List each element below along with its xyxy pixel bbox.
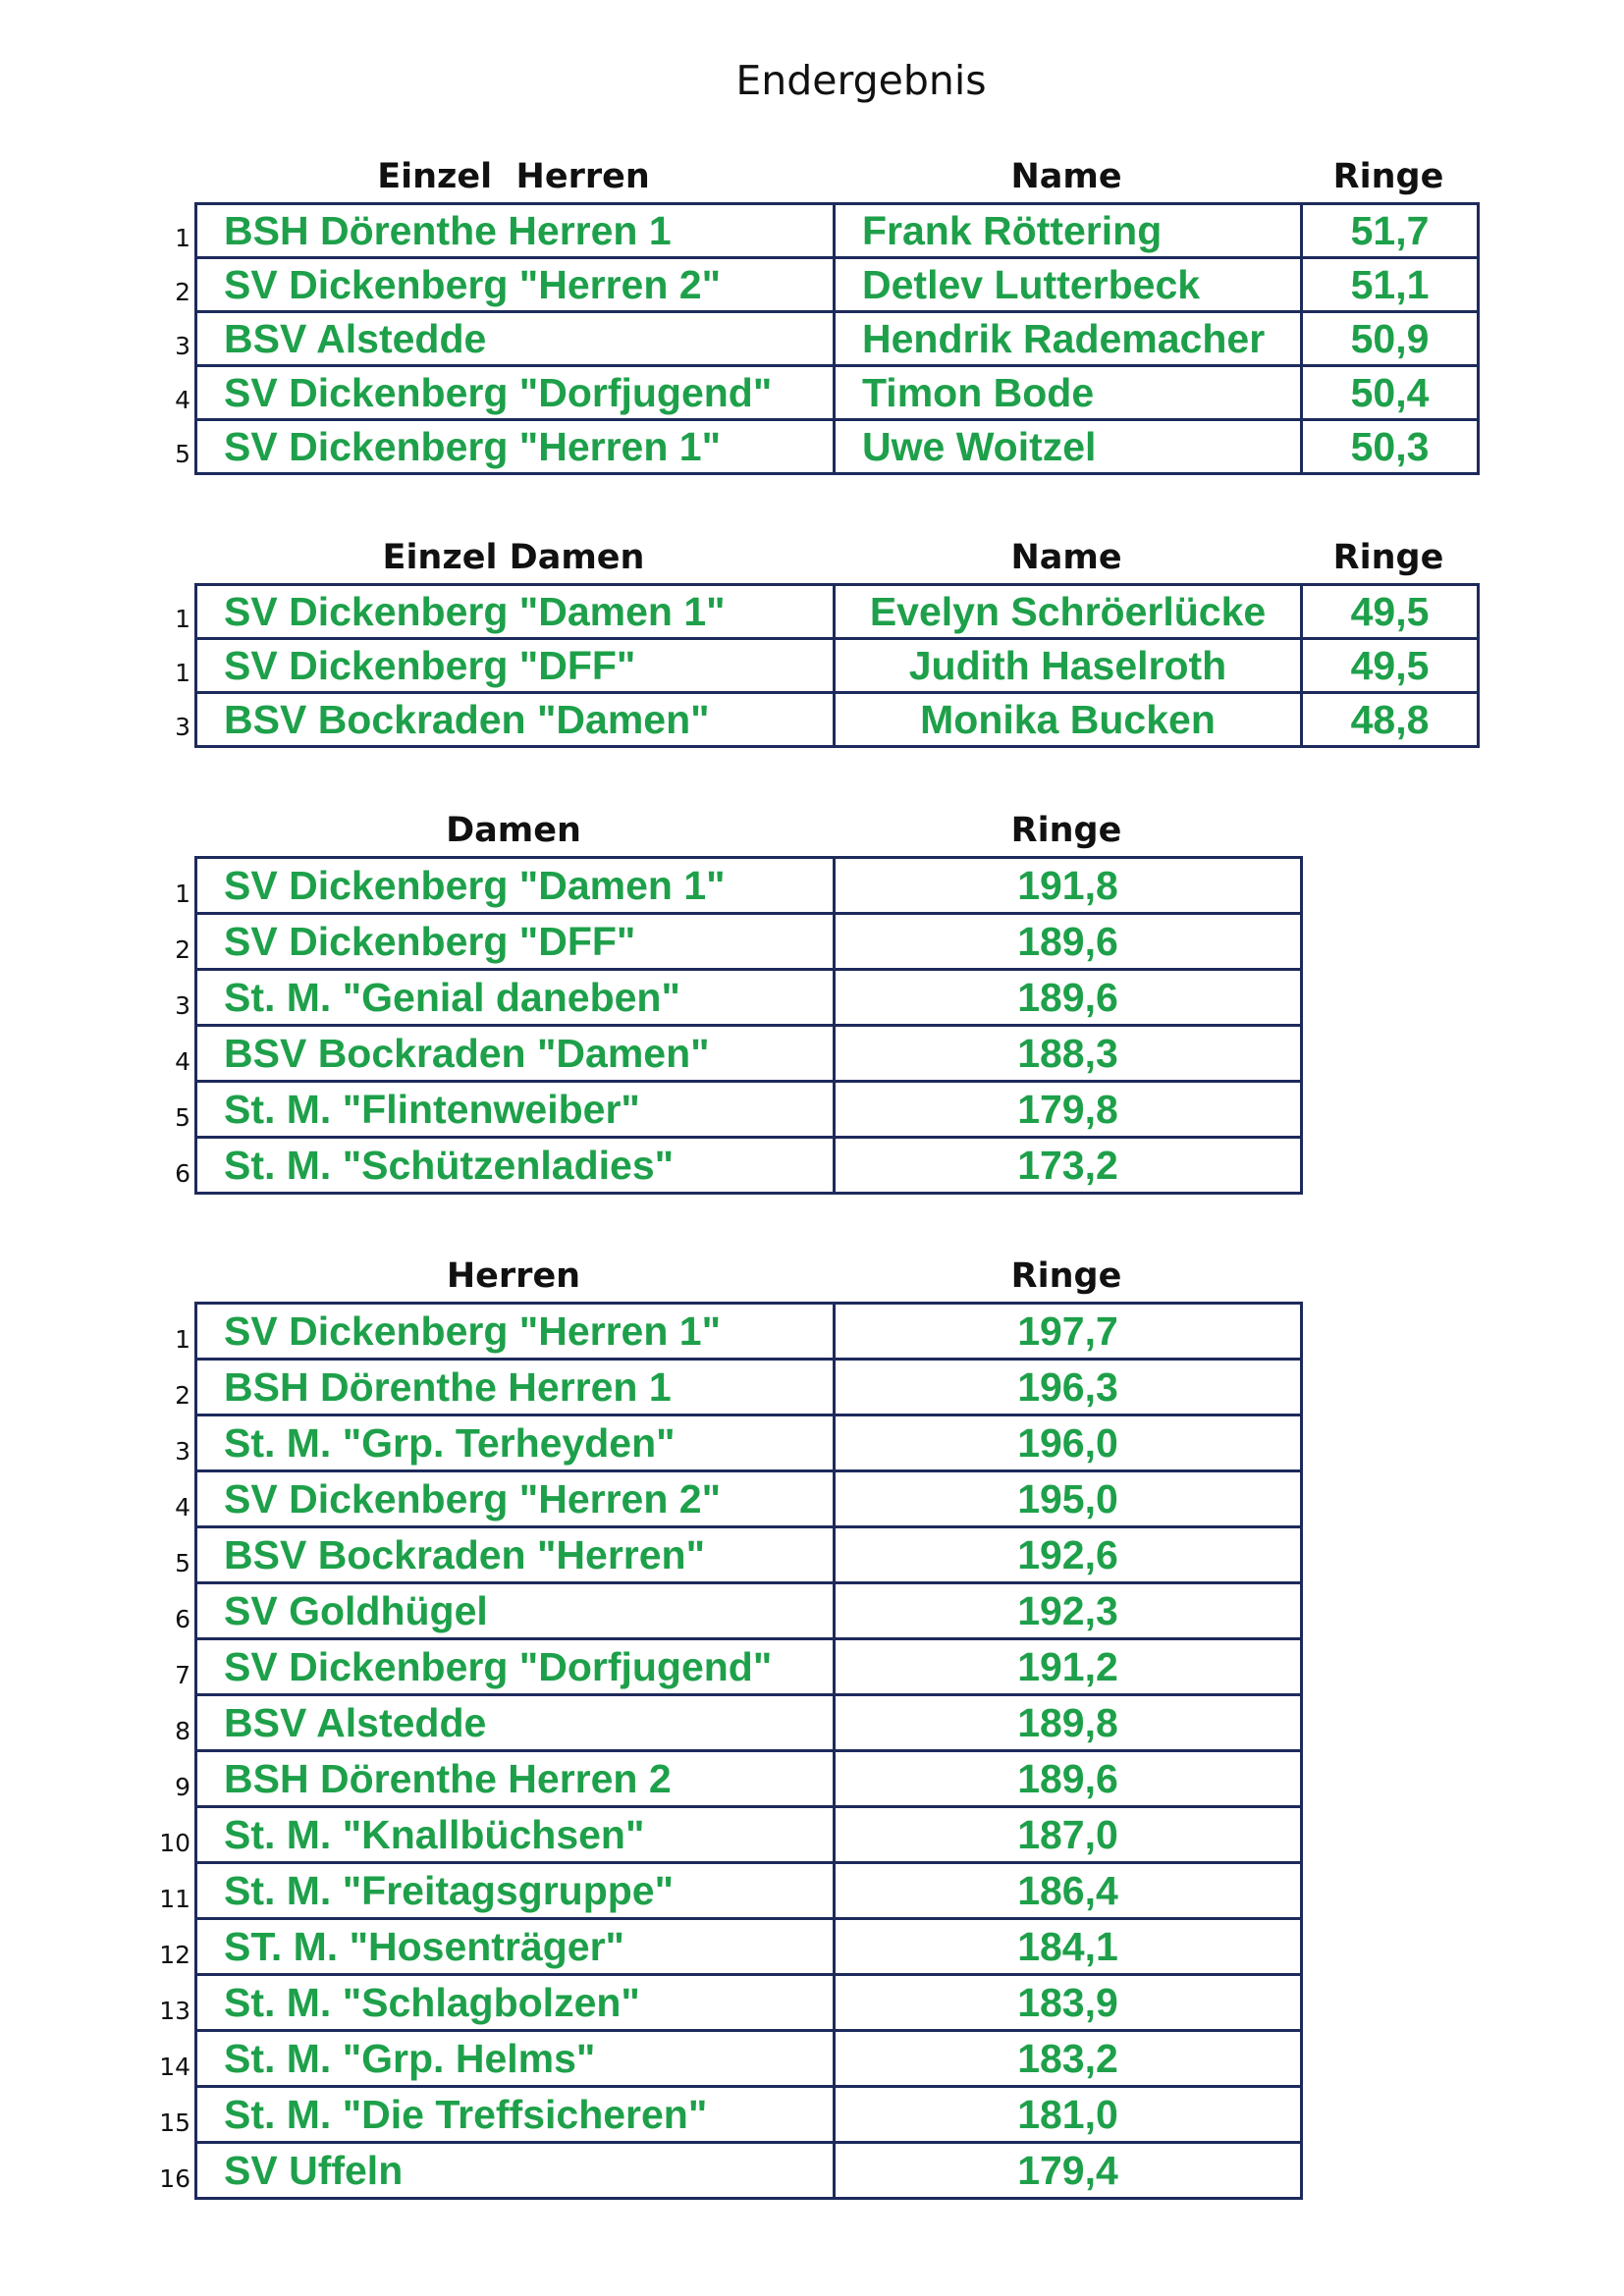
team-cell: SV Dickenberg "Herren 1" <box>196 420 835 474</box>
rank-number: 6 <box>175 1159 190 1188</box>
rank-number: 1 <box>175 659 190 687</box>
ringe-cell: 196,0 <box>835 1415 1302 1471</box>
team-cell: SV Uffeln <box>196 2143 835 2199</box>
herren-team-header: Herren <box>446 1256 581 1296</box>
rank-number: 1 <box>175 224 190 252</box>
table-row <box>196 585 1479 639</box>
team-cell: BSV Bockraden "Herren" <box>196 1527 835 1583</box>
table-row <box>196 1527 1302 1583</box>
einzel-damen-name-header: Name <box>1010 538 1122 577</box>
rank-number: 8 <box>175 1717 190 1745</box>
ringe-cell: 183,2 <box>835 2031 1302 2087</box>
damen-team-header: Damen <box>446 811 581 850</box>
ringe-cell: 195,0 <box>835 1471 1302 1527</box>
team-cell: SV Dickenberg "Dorfjugend" <box>196 1639 835 1695</box>
rank-number: 11 <box>159 1885 190 1913</box>
rank-number: 2 <box>175 1381 190 1410</box>
rank-number: 3 <box>175 991 190 1020</box>
page-title: Endergebnis <box>735 57 987 104</box>
table-row <box>196 420 1479 474</box>
team-cell: St. M. "Genial daneben" <box>196 970 835 1026</box>
table-row <box>196 1082 1302 1138</box>
table-row <box>196 1975 1302 2031</box>
rank-number: 2 <box>175 278 190 306</box>
name-cell: Judith Haselroth <box>835 639 1302 693</box>
table-row <box>196 2031 1302 2087</box>
name-cell: Evelyn Schröerlücke <box>835 585 1302 639</box>
team-cell: St. M. "Knallbüchsen" <box>196 1807 835 1863</box>
rank-number: 9 <box>175 1773 190 1801</box>
rank-number: 15 <box>159 2109 190 2137</box>
ringe-cell: 192,6 <box>835 1527 1302 1583</box>
ringe-cell: 49,5 <box>1302 585 1479 639</box>
ringe-cell: 192,3 <box>835 1583 1302 1639</box>
ringe-cell: 189,6 <box>835 914 1302 970</box>
ringe-cell: 51,1 <box>1302 258 1479 312</box>
name-cell: Hendrik Rademacher <box>835 312 1302 366</box>
table-row <box>196 1138 1302 1194</box>
team-cell: St. M. "Flintenweiber" <box>196 1082 835 1138</box>
ringe-cell: 187,0 <box>835 1807 1302 1863</box>
damen-ringe-header: Ringe <box>1010 811 1122 850</box>
team-cell: SV Dickenberg "Dorfjugend" <box>196 366 835 420</box>
team-cell: St. M. "Schlagbolzen" <box>196 1975 835 2031</box>
herren-ringe-header: Ringe <box>1010 1256 1122 1296</box>
table-row <box>196 639 1479 693</box>
rank-number: 7 <box>175 1661 190 1689</box>
einzel-damen-ringe-header: Ringe <box>1332 538 1444 577</box>
table-row <box>196 1304 1302 1360</box>
team-cell: St. M. "Schützenladies" <box>196 1138 835 1194</box>
team-cell: SV Goldhügel <box>196 1583 835 1639</box>
table-row <box>196 2087 1302 2143</box>
table-row <box>196 858 1302 914</box>
rank-number: 13 <box>159 1997 190 2025</box>
ringe-cell: 196,3 <box>835 1360 1302 1415</box>
team-cell: BSH Dörenthe Herren 1 <box>196 1360 835 1415</box>
rank-number: 1 <box>175 880 190 908</box>
ringe-cell: 183,9 <box>835 1975 1302 2031</box>
ringe-cell: 197,7 <box>835 1304 1302 1360</box>
rank-number: 5 <box>175 440 190 468</box>
rank-number: 6 <box>175 1605 190 1633</box>
team-cell: SV Dickenberg "Damen 1" <box>196 585 835 639</box>
name-cell: Timon Bode <box>835 366 1302 420</box>
rank-number: 3 <box>175 1437 190 1466</box>
team-cell: BSV Bockraden "Damen" <box>196 1026 835 1082</box>
table-row <box>196 1471 1302 1527</box>
table-row <box>196 1360 1302 1415</box>
rank-number: 14 <box>159 2053 190 2081</box>
name-cell: Monika Bucken <box>835 693 1302 747</box>
table-row <box>196 1026 1302 1082</box>
rank-number: 1 <box>175 605 190 633</box>
team-cell: St. M. "Grp. Helms" <box>196 2031 835 2087</box>
table-row <box>196 258 1479 312</box>
ringe-cell: 189,8 <box>835 1695 1302 1751</box>
table-row <box>196 1695 1302 1751</box>
einzel-herren-table <box>194 202 1480 475</box>
ringe-cell: 191,8 <box>835 858 1302 914</box>
rank-number: 16 <box>159 2164 190 2193</box>
rank-number: 1 <box>175 1325 190 1354</box>
rank-number: 4 <box>175 1493 190 1522</box>
ringe-cell: 179,4 <box>835 2143 1302 2199</box>
einzel-herren-ringe-header: Ringe <box>1332 157 1444 196</box>
rank-number: 4 <box>175 1047 190 1076</box>
team-cell: St. M. "Freitagsgruppe" <box>196 1863 835 1919</box>
table-row <box>196 970 1302 1026</box>
rank-number: 10 <box>159 1829 190 1857</box>
team-cell: SV Dickenberg "Herren 2" <box>196 1471 835 1527</box>
name-cell: Uwe Woitzel <box>835 420 1302 474</box>
ringe-cell: 184,1 <box>835 1919 1302 1975</box>
ringe-cell: 50,4 <box>1302 366 1479 420</box>
team-cell: BSV Alstedde <box>196 312 835 366</box>
table-row <box>196 312 1479 366</box>
table-row <box>196 1751 1302 1807</box>
table-row <box>196 366 1479 420</box>
rank-number: 12 <box>159 1941 190 1969</box>
rank-number: 5 <box>175 1103 190 1132</box>
team-cell: BSH Dörenthe Herren 2 <box>196 1751 835 1807</box>
table-row <box>196 1807 1302 1863</box>
team-cell: SV Dickenberg "Herren 2" <box>196 258 835 312</box>
team-cell: ST. M. "Hosenträger" <box>196 1919 835 1975</box>
ringe-cell: 191,2 <box>835 1639 1302 1695</box>
ringe-cell: 181,0 <box>835 2087 1302 2143</box>
ringe-cell: 50,3 <box>1302 420 1479 474</box>
herren-table <box>194 1302 1303 2200</box>
rank-number: 5 <box>175 1549 190 1577</box>
ringe-cell: 188,3 <box>835 1026 1302 1082</box>
team-cell: BSV Bockraden "Damen" <box>196 693 835 747</box>
team-cell: SV Dickenberg "Herren 1" <box>196 1304 835 1360</box>
team-cell: BSH Dörenthe Herren 1 <box>196 204 835 258</box>
table-row <box>196 1863 1302 1919</box>
ringe-cell: 189,6 <box>835 970 1302 1026</box>
table-row <box>196 204 1479 258</box>
einzel-damen-team-header: Einzel Damen <box>382 538 645 577</box>
ringe-cell: 173,2 <box>835 1138 1302 1194</box>
team-cell: SV Dickenberg "DFF" <box>196 914 835 970</box>
table-row <box>196 1639 1302 1695</box>
ringe-cell: 189,6 <box>835 1751 1302 1807</box>
name-cell: Frank Röttering <box>835 204 1302 258</box>
team-cell: St. M. "Grp. Terheyden" <box>196 1415 835 1471</box>
ringe-cell: 51,7 <box>1302 204 1479 258</box>
rank-number: 3 <box>175 713 190 741</box>
team-cell: BSV Alstedde <box>196 1695 835 1751</box>
table-row <box>196 1415 1302 1471</box>
ringe-cell: 48,8 <box>1302 693 1479 747</box>
team-cell: SV Dickenberg "Damen 1" <box>196 858 835 914</box>
team-cell: St. M. "Die Treffsicheren" <box>196 2087 835 2143</box>
rank-number: 4 <box>175 386 190 414</box>
table-row <box>196 1919 1302 1975</box>
team-cell: SV Dickenberg "DFF" <box>196 639 835 693</box>
ringe-cell: 186,4 <box>835 1863 1302 1919</box>
table-row <box>196 693 1479 747</box>
table-row <box>196 1583 1302 1639</box>
table-row <box>196 2143 1302 2199</box>
damen-table <box>194 856 1303 1195</box>
name-cell: Detlev Lutterbeck <box>835 258 1302 312</box>
rank-number: 3 <box>175 332 190 360</box>
rank-number: 2 <box>175 935 190 964</box>
einzel-damen-table <box>194 583 1480 748</box>
ringe-cell: 49,5 <box>1302 639 1479 693</box>
einzel-herren-name-header: Name <box>1010 157 1122 196</box>
ringe-cell: 179,8 <box>835 1082 1302 1138</box>
einzel-herren-team-header: Einzel Herren <box>377 157 650 196</box>
table-row <box>196 914 1302 970</box>
ringe-cell: 50,9 <box>1302 312 1479 366</box>
